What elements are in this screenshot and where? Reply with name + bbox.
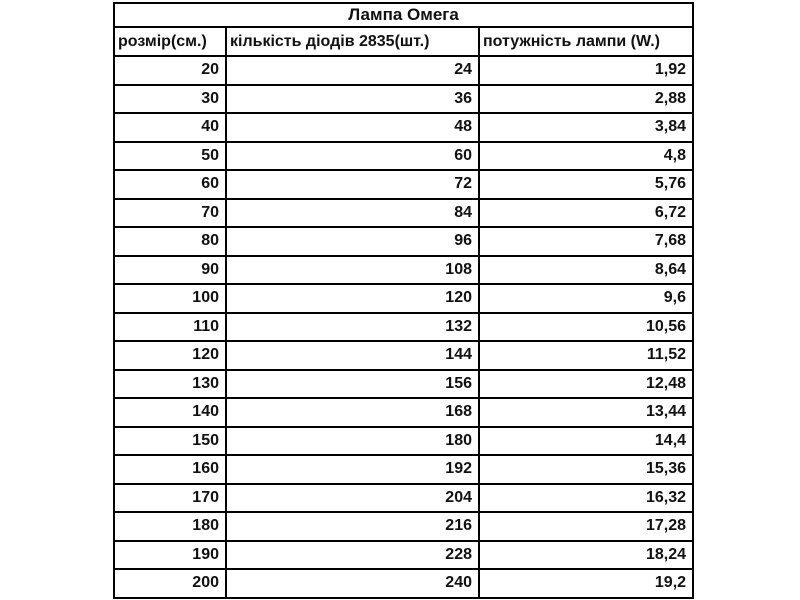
- cell-power: 12,48: [479, 370, 693, 399]
- cell-power: 15,36: [479, 455, 693, 484]
- cell-diodes: 156: [226, 370, 479, 399]
- cell-size: 80: [114, 227, 226, 256]
- column-header-size: розмір(см.): [114, 27, 226, 56]
- cell-power: 4,8: [479, 142, 693, 171]
- cell-size: 180: [114, 512, 226, 541]
- cell-size: 140: [114, 398, 226, 427]
- cell-size: 60: [114, 170, 226, 199]
- table-row: [114, 199, 693, 228]
- cell-diodes: 84: [226, 199, 479, 228]
- table-row: [114, 113, 693, 142]
- cell-size: 190: [114, 541, 226, 570]
- cell-power: 10,56: [479, 313, 693, 342]
- cell-size: 20: [114, 56, 226, 85]
- table-row: [114, 227, 693, 256]
- cell-diodes: 36: [226, 85, 479, 114]
- table-row: [114, 313, 693, 342]
- cell-size: 50: [114, 142, 226, 171]
- cell-power: 11,52: [479, 341, 693, 370]
- cell-size: 130: [114, 370, 226, 399]
- cell-power: 16,32: [479, 484, 693, 513]
- cell-diodes: 216: [226, 512, 479, 541]
- column-header-diodes: кількість діодів 2835(шт.): [226, 27, 479, 56]
- cell-diodes: 240: [226, 569, 479, 598]
- cell-power: 19,2: [479, 569, 693, 598]
- cell-size: 70: [114, 199, 226, 228]
- cell-diodes: 192: [226, 455, 479, 484]
- table-row: [114, 170, 693, 199]
- cell-power: 9,6: [479, 284, 693, 313]
- column-header-power: потужність лампи (W.): [479, 27, 693, 56]
- cell-power: 5,76: [479, 170, 693, 199]
- table-row: [114, 142, 693, 171]
- cell-power: 17,28: [479, 512, 693, 541]
- cell-diodes: 72: [226, 170, 479, 199]
- cell-power: 6,72: [479, 199, 693, 228]
- cell-power: 7,68: [479, 227, 693, 256]
- cell-power: 8,64: [479, 256, 693, 285]
- cell-size: 160: [114, 455, 226, 484]
- table-row: [114, 484, 693, 513]
- cell-power: 14,4: [479, 427, 693, 456]
- cell-diodes: 108: [226, 256, 479, 285]
- cell-diodes: 48: [226, 113, 479, 142]
- table-row: [114, 541, 693, 570]
- table-row: [114, 370, 693, 399]
- cell-diodes: 168: [226, 398, 479, 427]
- title-row: [114, 3, 693, 27]
- cell-size: 170: [114, 484, 226, 513]
- cell-diodes: 24: [226, 56, 479, 85]
- cell-size: 90: [114, 256, 226, 285]
- cell-diodes: 120: [226, 284, 479, 313]
- table-row: [114, 85, 693, 114]
- cell-power: 3,84: [479, 113, 693, 142]
- cell-size: 110: [114, 313, 226, 342]
- cell-power: 2,88: [479, 85, 693, 114]
- cell-power: 1,92: [479, 56, 693, 85]
- cell-diodes: 204: [226, 484, 479, 513]
- cell-diodes: 180: [226, 427, 479, 456]
- cell-size: 150: [114, 427, 226, 456]
- header-row: [114, 27, 693, 56]
- cell-size: 200: [114, 569, 226, 598]
- cell-size: 100: [114, 284, 226, 313]
- table-row: [114, 455, 693, 484]
- table-row: [114, 398, 693, 427]
- cell-diodes: 60: [226, 142, 479, 171]
- cell-size: 30: [114, 85, 226, 114]
- cell-diodes: 132: [226, 313, 479, 342]
- table-row: [114, 56, 693, 85]
- cell-diodes: 144: [226, 341, 479, 370]
- cell-size: 40: [114, 113, 226, 142]
- table-row: [114, 427, 693, 456]
- table-row: [114, 512, 693, 541]
- lamp-table: [113, 2, 694, 599]
- table-row: [114, 341, 693, 370]
- table-title: Лампа Омега: [114, 3, 693, 27]
- cell-diodes: 228: [226, 541, 479, 570]
- cell-diodes: 96: [226, 227, 479, 256]
- cell-size: 120: [114, 341, 226, 370]
- cell-power: 13,44: [479, 398, 693, 427]
- table-row: [114, 284, 693, 313]
- table-row: [114, 569, 693, 598]
- cell-power: 18,24: [479, 541, 693, 570]
- table-row: [114, 256, 693, 285]
